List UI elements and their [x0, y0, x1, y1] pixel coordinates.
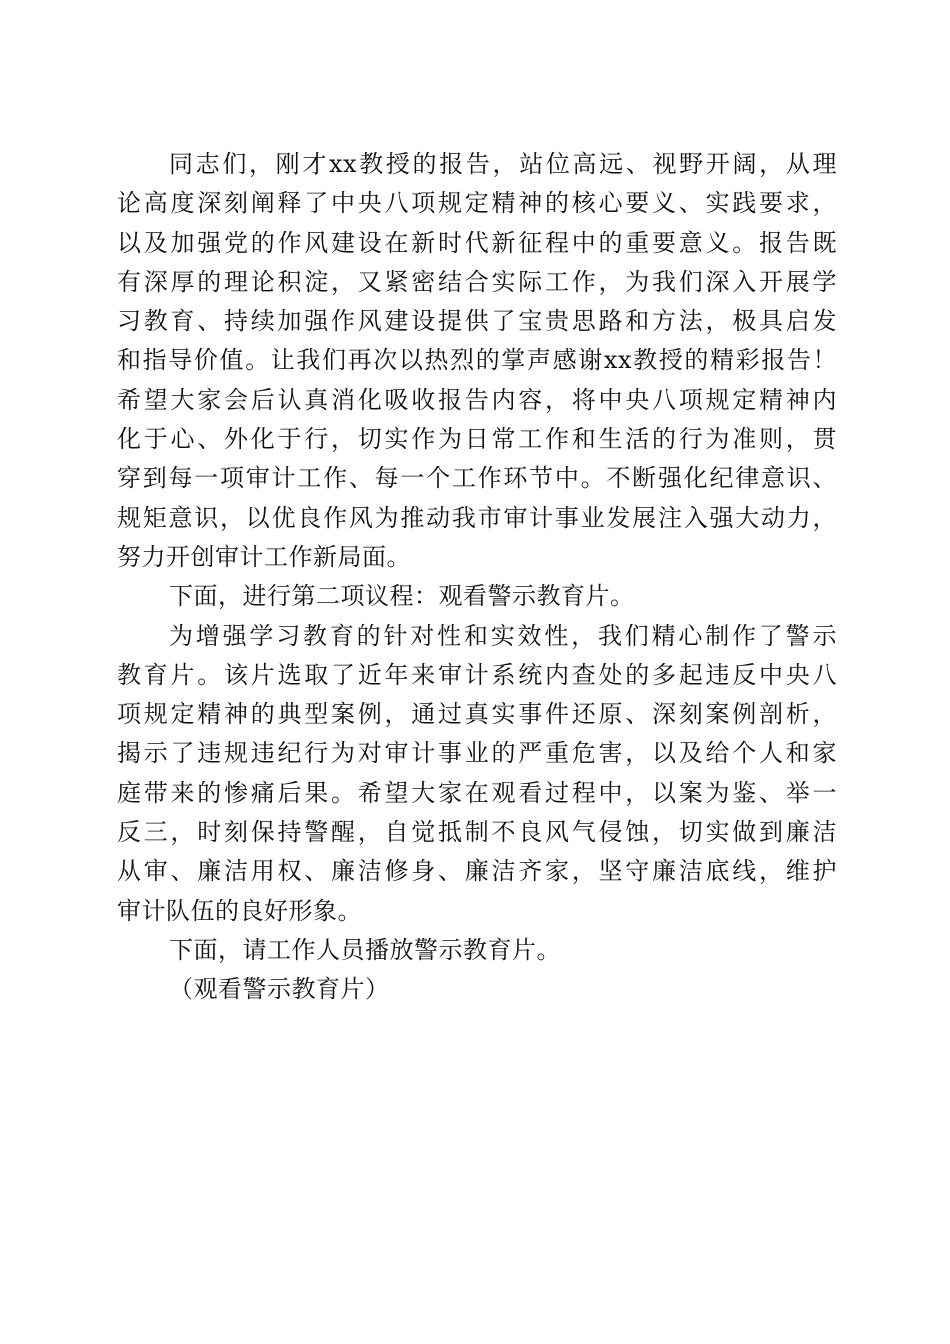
- text-line: 论高度深刻阐释了中央八项规定精神的核心要义、实践要求，: [117, 189, 837, 218]
- text-line: 为增强学习教育的针对性和实效性，我们精心制作了警示: [169, 621, 837, 650]
- text-line: 下面，请工作人员播放警示教育片。: [169, 935, 561, 964]
- paragraph-video-introduction: [117, 617, 837, 931]
- text-line: 审计队伍的良好形象。: [117, 896, 362, 925]
- text-line: 规矩意识，以优良作风为推动我市审计事业发展注入强大动力，: [117, 503, 837, 532]
- text-line: 同志们，刚才xx教授的报告，站位高远、视野开阔，从理: [169, 150, 837, 178]
- stage-direction-text: （观看警示教育片）: [169, 975, 390, 1004]
- text-line: 从审、廉洁用权、廉洁修身、廉洁齐家，坚守廉洁底线，维护: [117, 857, 837, 886]
- text-line: 化于心、外化于行，切实作为日常工作和生活的行为准则，贯: [117, 425, 837, 454]
- paragraph-closing-remarks: [117, 145, 837, 577]
- text-line: 有深厚的理论积淀，又紧密结合实际工作，为我们深入开展学: [117, 267, 837, 296]
- paragraph-play-video-instruction: [117, 931, 837, 970]
- document-body: [117, 145, 837, 1010]
- text-line: 下面，进行第二项议程：观看警示教育片。: [169, 582, 635, 611]
- text-line: 教育片。该片选取了近年来审计系统内查处的多起违反中央八: [117, 660, 837, 689]
- text-line: 以及加强党的作风建设在新时代新征程中的重要意义。报告既: [117, 228, 837, 257]
- text-line: 庭带来的惨痛后果。希望大家在观看过程中，以案为鉴、举一: [117, 778, 837, 807]
- text-line: 希望大家会后认真消化吸收报告内容，将中央八项规定精神内: [117, 385, 837, 414]
- text-line: 穿到每一项审计工作、每一个工作环节中。不断强化纪律意识、: [117, 464, 837, 493]
- text-line: 习教育、持续加强作风建设提供了宝贵思路和方法，极具启发: [117, 307, 837, 336]
- text-line: 项规定精神的典型案例，通过真实事件还原、深刻案例剖析，: [117, 700, 837, 729]
- text-line: 揭示了违规违纪行为对审计事业的严重危害，以及给个人和家: [117, 739, 837, 768]
- paragraph-agenda-item-two: [117, 577, 837, 616]
- text-line: 反三，时刻保持警醒，自觉抵制不良风气侵蚀，切实做到廉洁: [117, 818, 837, 847]
- paragraph-stage-direction: [117, 970, 837, 1009]
- text-line: 努力开创审计工作新局面。: [117, 542, 411, 571]
- text-line: 和指导价值。让我们再次以热烈的掌声感谢xx教授的精彩报告！: [117, 346, 837, 375]
